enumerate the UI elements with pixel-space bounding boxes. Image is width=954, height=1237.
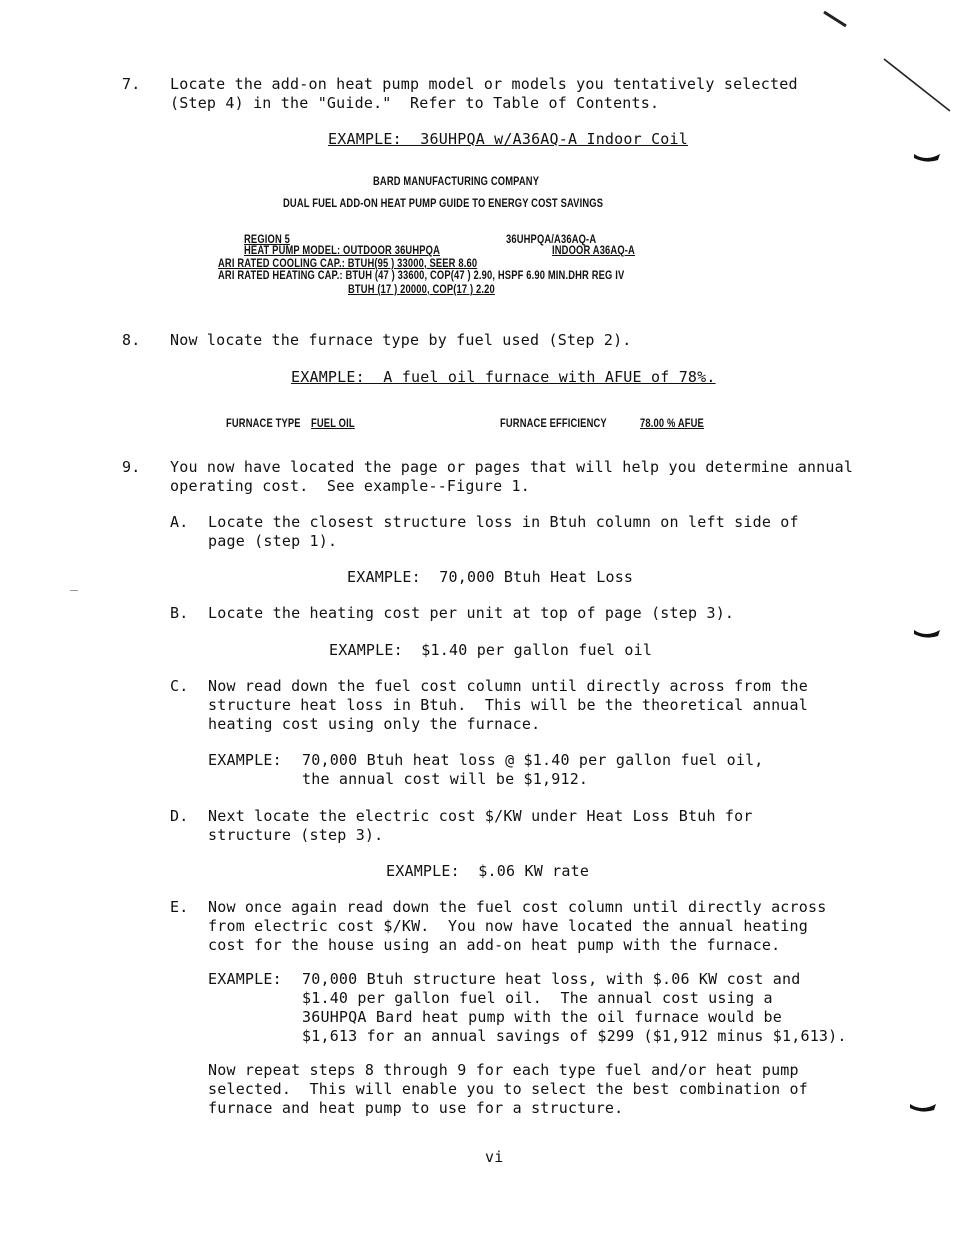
substep-b-example: EXAMPLE: $1.40 per gallon fuel oil <box>329 641 653 659</box>
substep-d-label: D. <box>170 807 189 825</box>
corner-mark <box>820 8 850 30</box>
step-8-text: Now locate the furnace type by fuel used (Step 2). <box>170 331 632 349</box>
page-number: vi <box>485 1148 504 1166</box>
substep-a-text: Locate the closest structure loss in Btuh column on left side of page (step 1). <box>208 513 799 550</box>
guide-subtitle: DUAL FUEL ADD-ON HEAT PUMP GUIDE TO ENERGY COST SAVINGS <box>283 196 604 210</box>
furnace-type-value: FUEL OIL <box>311 416 355 430</box>
guide-heating-line: ARI RATED HEATING CAP.: BTUH (47 ) 33600, COP(47 ) 2.90, HSPF 6.90 MIN.DHR REG IV <box>218 268 625 282</box>
substep-d-example: EXAMPLE: $.06 KW rate <box>386 862 590 880</box>
substep-e-example-label: EXAMPLE: <box>208 970 282 988</box>
substep-c-text: Now read down the fuel cost column until directly across from the structure heat loss in Btuh. This will be the theoretical annual heating cost using only the furnace. <box>208 677 808 733</box>
guide-cooling-line: ARI RATED COOLING CAP.: BTUH(95 ) 33000, SEER 8.60 <box>218 256 478 270</box>
margin-tick-mark <box>912 150 942 164</box>
furnace-type-label: FURNACE TYPE <box>226 416 301 430</box>
margin-tick-mark <box>912 626 942 640</box>
substep-c-example-label: EXAMPLE: <box>208 751 282 769</box>
substep-e-label: E. <box>170 898 189 916</box>
substep-e-text: Now once again read down the fuel cost column until directly across from electric cost $/KW. You now have located the annual heating cost for the house using an add-on heat pump with the furnace. <box>208 898 827 954</box>
margin-tick-mark <box>908 1100 938 1114</box>
guide-company: BARD MANUFACTURING COMPANY <box>373 174 540 188</box>
step-7-text: Locate the add-on heat pump model or models you tentatively selected (Step 4) in the "Guide." Refer to Table of Contents. <box>170 75 798 112</box>
guide-region: REGION 5 <box>244 232 290 246</box>
step-8-number: 8. <box>122 331 141 349</box>
substep-d-text: Next locate the electric cost $/KW under Heat Loss Btuh for structure (step 3). <box>208 807 753 844</box>
left-margin-line <box>70 590 78 591</box>
step-9-number: 9. <box>122 458 141 476</box>
guide-model-line: HEAT PUMP MODEL: OUTDOOR 36UHPQA <box>244 243 441 257</box>
substep-c-label: C. <box>170 677 189 695</box>
substep-a-label: A. <box>170 513 189 531</box>
closing-paragraph: Now repeat steps 8 through 9 for each type fuel and/or heat pump selected. This will enable you to select the best combination of furnace and heat pump to use for a structure. <box>208 1061 808 1117</box>
step-7-example: EXAMPLE: 36UHPQA w/A36AQ-A Indoor Coil <box>328 130 688 148</box>
step-9-text: You now have located the page or pages that will help you determine annual operating cost. See example--Figure 1. <box>170 458 854 495</box>
substep-b-text: Locate the heating cost per unit at top of page (step 3). <box>208 604 735 622</box>
guide-combo: 36UHPQA/A36AQ-A <box>506 232 597 246</box>
furnace-eff-value: 78.00 % AFUE <box>640 416 704 430</box>
substep-e-example-text: 70,000 Btuh structure heat loss, with $.06 KW cost and $1.40 per gallon fuel oil. The annual cost using a 36UHPQA Bard heat pump with the oil furnace would be $1,613 for an annual savings of $299 ($1,912 minus $1,613). <box>302 970 847 1045</box>
substep-c-example-text: 70,000 Btuh heat loss @ $1.40 per gallon fuel oil, the annual cost will be $1,912. <box>302 751 764 788</box>
guide-indoor: INDOOR A36AQ-A <box>552 243 635 257</box>
margin-slash-mark <box>880 55 954 115</box>
substep-b-label: B. <box>170 604 189 622</box>
substep-a-example: EXAMPLE: 70,000 Btuh Heat Loss <box>347 568 634 586</box>
step-7-number: 7. <box>122 75 141 93</box>
furnace-eff-label: FURNACE EFFICIENCY <box>500 416 607 430</box>
step-8-example: EXAMPLE: A fuel oil furnace with AFUE of 78%. <box>291 368 716 386</box>
guide-btuh17-line: BTUH (17 ) 20000, COP(17 ) 2.20 <box>348 282 495 296</box>
